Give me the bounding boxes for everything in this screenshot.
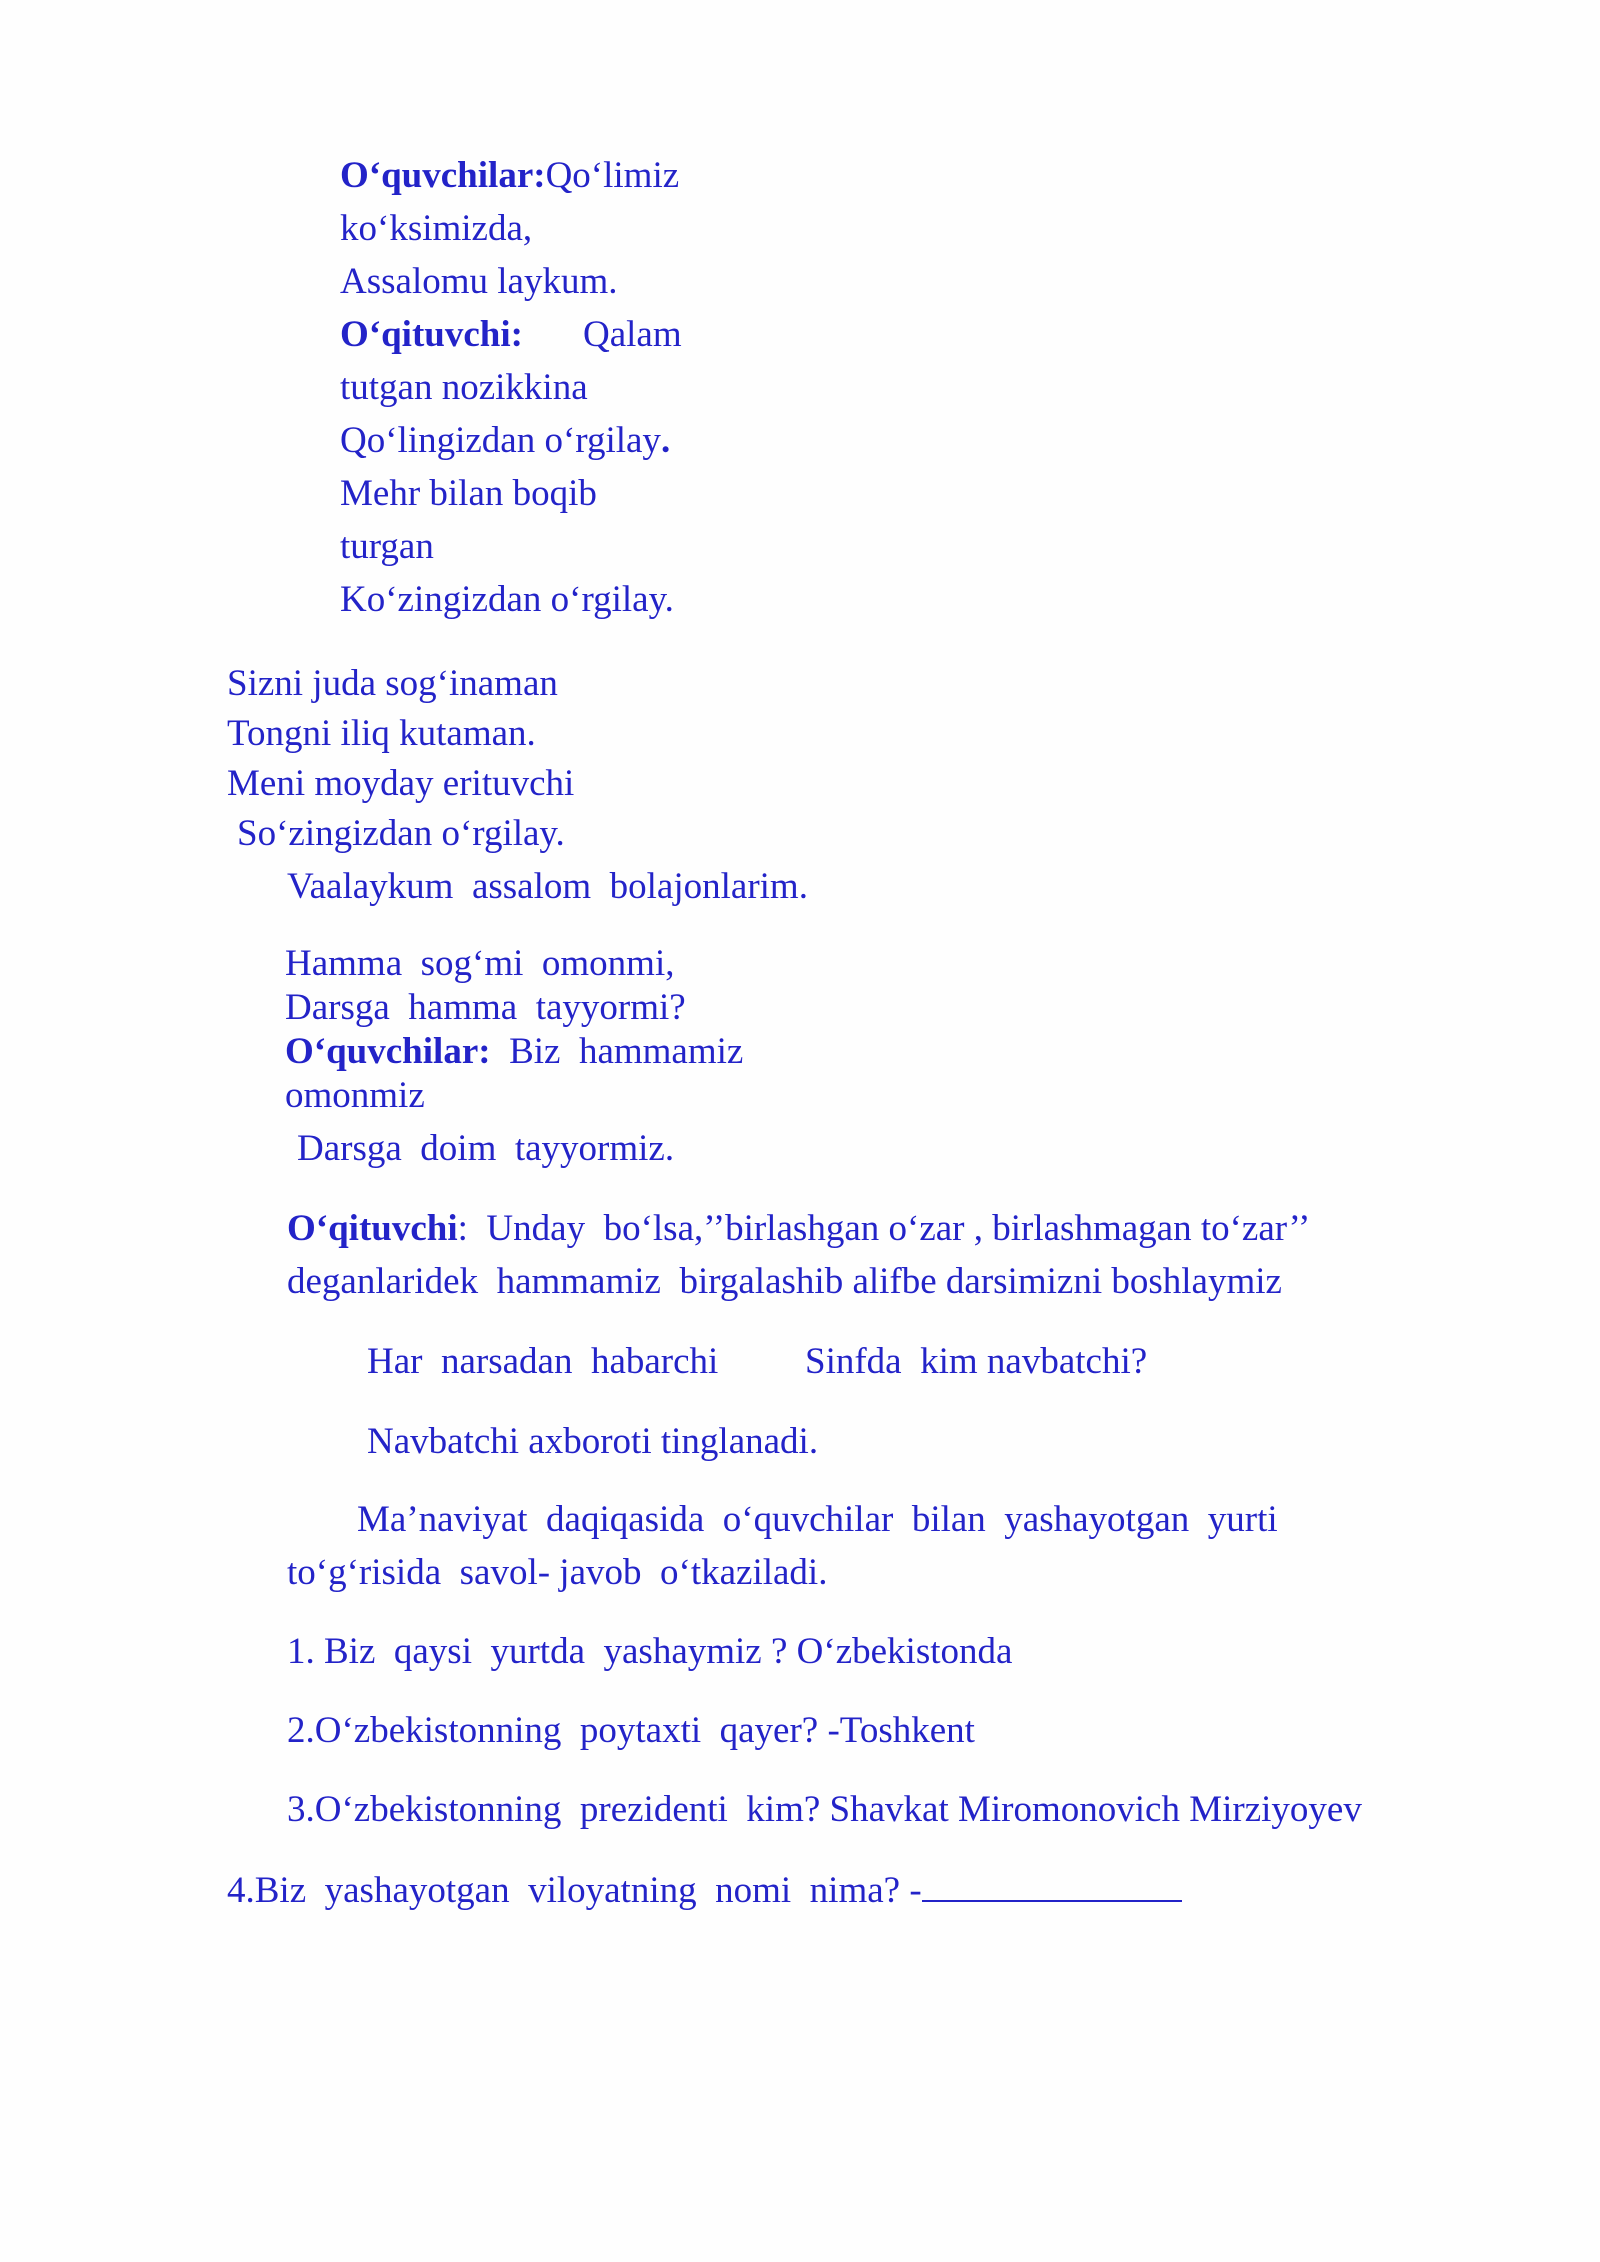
poem2-line-3: Meni moyday erituvchi: [227, 763, 575, 804]
duty-report: Navbatchi axboroti tinglanadi.: [367, 1421, 819, 1462]
poem2-line-4: So‘zingizdan o‘rgilay.: [237, 813, 565, 854]
greeting-line-1: Hamma sog‘mi omonmi,: [285, 943, 675, 984]
poem-text: Qo‘lingizdan o‘rgilay: [340, 420, 661, 461]
spiritual-line-2: to‘g‘risida savol- javob o‘tkaziladi.: [287, 1552, 828, 1593]
duty-question-left: Har narsadan habarchi: [367, 1341, 719, 1382]
poem1-line-9: Ko‘zingizdan o‘rgilay.: [340, 579, 674, 620]
greeting-line-4: omonmiz: [285, 1075, 425, 1116]
question-4-text: 4.Biz yashayotgan viloyatning nomi nima? -: [227, 1870, 922, 1911]
poem2-line-2: Tongni iliq kutaman.: [227, 713, 536, 754]
poem-text: Qalam: [582, 314, 682, 355]
poem2-line-1: Sizni juda sog‘inaman: [227, 663, 558, 704]
greeting-line-3: [285, 1033, 743, 1070]
greeting-line-2: Darsga hamma tayyormi?: [285, 987, 686, 1028]
poem1-line-2: ko‘ksimizda,: [340, 208, 533, 249]
teacher-paragraph-line-1: [287, 1210, 1310, 1247]
speaker-teacher: O‘qituvchi:: [340, 314, 523, 355]
question-1: 1. Biz qaysi yurtda yashaymiz ? O‘zbekistonda: [287, 1631, 1013, 1672]
speaker-teacher: O‘qituvchi: [287, 1208, 458, 1249]
poem1-line-4: [340, 316, 682, 353]
poem1-line-3: Assalomu laykum.: [340, 261, 618, 302]
poem1-line-8: turgan: [340, 526, 434, 567]
question-4: [227, 1870, 1182, 1909]
speaker-students: O‘quvchilar:: [340, 155, 546, 196]
poem1-line-7: Mehr bilan boqib: [340, 473, 597, 514]
bold-period: .: [660, 420, 671, 461]
greeting-text: Biz hammamiz: [490, 1031, 744, 1072]
poem1-line-6: [340, 422, 670, 459]
speaker-students: O‘quvchilar:: [285, 1031, 491, 1072]
poem-text: Qo‘limiz: [545, 155, 680, 196]
answer-blank-line: [922, 1870, 1182, 1902]
poem1-line-5: tutgan nozikkina: [340, 367, 588, 408]
question-3: 3.O‘zbekistonning prezidenti kim? Shavkat Miromonovich Mirziyoyev: [287, 1789, 1362, 1830]
teacher-text: : Unday bo‘lsa,’’birlashgan o‘zar , birlashmagan to‘zar’’: [457, 1208, 1311, 1249]
duty-question-right: Sinfda kim navbatchi?: [805, 1341, 1148, 1382]
spiritual-line-1: Ma’naviyat daqiqasida o‘quvchilar bilan yashayotgan yurti: [357, 1499, 1278, 1540]
teacher-reply: Vaalaykum assalom bolajonlarim.: [287, 866, 808, 907]
question-2: 2.O‘zbekistonning poytaxti qayer? -Toshkent: [287, 1710, 975, 1751]
greeting-line-5: Darsga doim tayyormiz.: [297, 1128, 675, 1169]
poem1-line-1: [340, 157, 679, 194]
teacher-paragraph-line-2: deganlaridek hammamiz birgalashib alifbe darsimizni boshlaymiz: [287, 1261, 1282, 1302]
